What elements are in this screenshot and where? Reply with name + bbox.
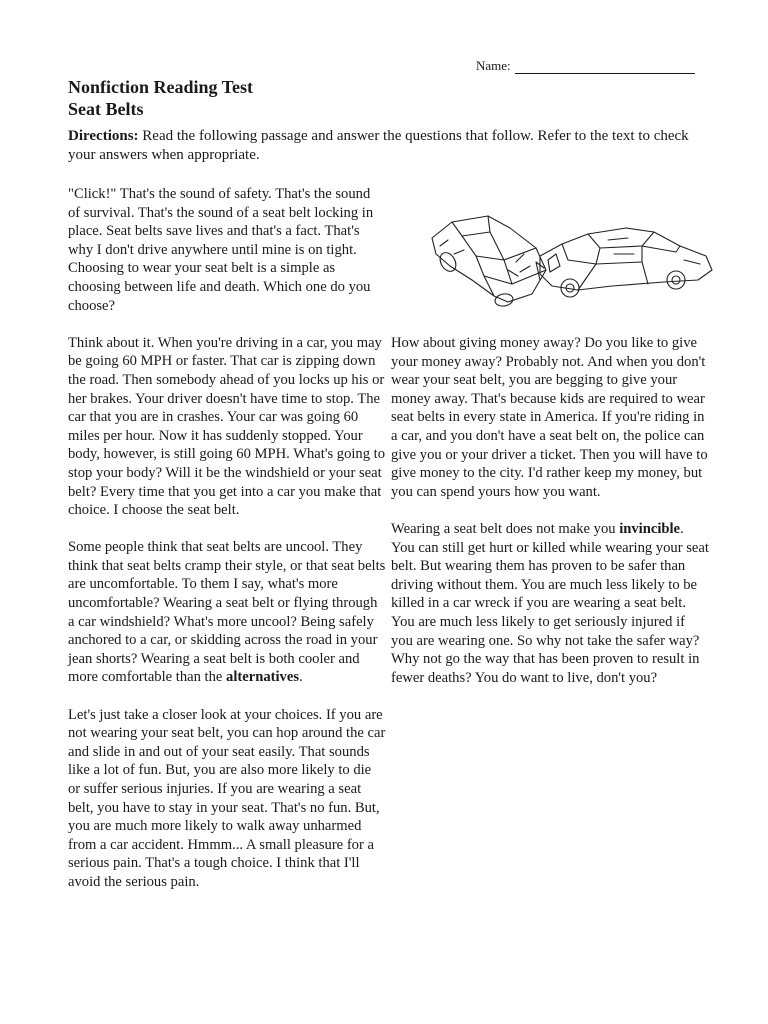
passage-paragraph-4: Let's just take a closer look at your choices. If you are not wearing your seat belt, you can hop around the car and slide in and out of your seat easily. That sounds like a lot of fun. But, you are also more likely to die or suffer serious injuries. If you are wearing a seat belt, you have to stay in your seat. That's no fun. But, you are much more likely to walk away unharmed from a car accident. Hmmm... A small pleasure for a serious pain. That's a tough choice. I think that I'll avoid the serious pain. [68,706,386,890]
vocab-alternatives: alternatives [226,669,299,686]
passage-paragraph-6-text: Wearing a seat belt does not make you [391,520,620,537]
left-car [432,216,546,307]
car-crash-illustration [428,210,716,310]
name-label: Name: [476,58,511,73]
passage-paragraph-3-end: . [299,669,303,686]
directions [68,127,708,165]
page-title: Nonfiction Reading Test [68,77,254,97]
passage-paragraph-5: How about giving money away? Do you like to give your money away? Probably not. And when you don't wear your seat belt, you are begging to give your money away. That's because kids are required to wear seat belts in every state in America. If you're riding in a car, and you don't have a seat belt on, the police can give you or your driver a ticket. Then you will have to give money to the city. I'd rather keep my money, but you can spend yours how you want. [391,335,708,500]
passage-paragraph-3 [68,538,386,687]
vocab-invincible: invincible [619,520,681,537]
name-field[interactable] [476,58,695,74]
passage-column-right [391,334,709,706]
directions-label: Directions: [68,128,139,144]
passage-paragraph-2: Think about it. When you're driving in a car, you may be going 60 MPH or faster. That car is zipping down the road. Then somebody ahead of you locks up his or her brakes. Your driver doesn't have time to stop. The car that you are in crashes. Your car was going 60 miles per hour. Now it has suddenly stopped. Your body, however, is still going 60 MPH. What's going to stop your body? Will it be the windshield or your seat belt? Every time that you get into a car you make that choice. I choose the seat belt. [68,334,386,519]
right-car [536,228,712,297]
directions-text: Read the following passage and answer the questions that follow. Refer to the text to check your answers when appropriate. [68,128,689,163]
passage-paragraph-3-text: Some people think that seat belts are uncool. They think that seat belts cramp their style, or that seat belts are uncomfortable. To them I say, what's more uncomfortable? Wearing a seat belt or flying through a car windshield? What's more uncool? Being safely anchored to a car, or skidding across the road in your jean shorts? Wearing a seat belt is both cooler and more comfortable than the [68,539,386,686]
name-blank-line[interactable] [515,61,695,74]
passage-column-left [68,185,386,910]
passage-paragraph-6-end: . You can still get hurt or killed while wearing your seat belt. But wearing them has proven to be safer than driving without them. You are much less likely to be killed in a car wreck if you are wearing a seat belt. You are much less likely to get seriously injured if you are wearing one. So why not take the safer way? Why not go the way that has been proven to result in fewer deaths? You do want to live, don't you? [391,520,709,686]
page-subtitle: Seat Belts [68,99,144,119]
passage-paragraph-6 [391,520,709,687]
passage-paragraph-1: "Click!" That's the sound of safety. That's the sound of survival. That's the sound of a seat belt locking in place. Seat belts save lives and that's a fact. That's why I don't drive anywhere until mine is on tight. Choosing to wear your seat belt is a simple as choosing between life and death. Which one do you choose? [68,186,374,314]
